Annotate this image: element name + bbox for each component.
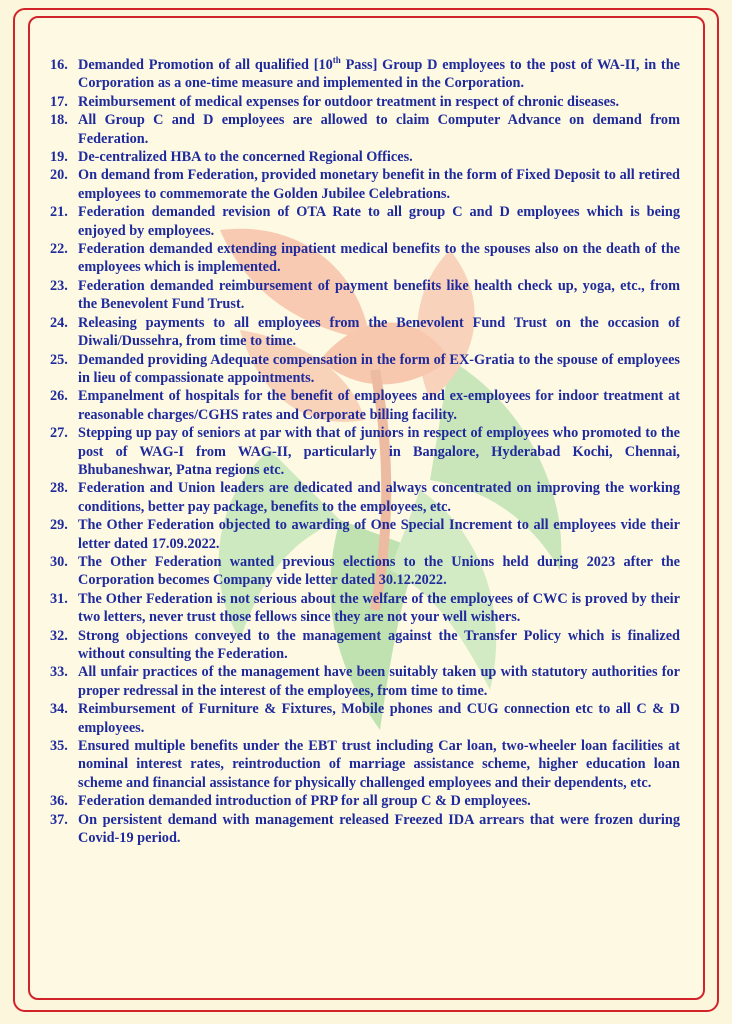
- item-text: On demand from Federation, provided monetary benefit in the form of Fixed Deposit to all retired employees to commemorate the Golden Jubilee Celebrations.: [78, 167, 680, 202]
- list-item: [50, 811, 680, 848]
- item-number: 19.: [50, 149, 68, 166]
- item-number: 35.: [50, 738, 68, 755]
- item-number: 36.: [50, 793, 68, 810]
- item-number: 31.: [50, 590, 68, 607]
- list-item: [50, 277, 680, 314]
- superscript: th: [332, 55, 341, 66]
- item-number: 25.: [50, 351, 68, 368]
- list-item: [50, 56, 680, 93]
- item-number: 16.: [50, 57, 68, 73]
- item-number: 37.: [50, 811, 68, 828]
- item-text: Demanded providing Adequate compensation in the form of EX-Gratia to the spouse of employees in lieu of compassionate appointments.: [78, 351, 680, 386]
- list-item: [50, 663, 680, 700]
- list-item: [50, 387, 680, 424]
- list-item: [50, 737, 680, 792]
- item-text: The Other Federation is not serious about the welfare of the employees of CWC is proved by their two letters, never trust those fellows since they are not your well wishers.: [78, 590, 680, 626]
- list-item: [50, 314, 680, 351]
- item-text-rest: Pass] Group D employees to the post of WA-II, in the Corporation as a one-time measure and implemented in the Corporation.: [78, 57, 680, 92]
- item-number: 32.: [50, 627, 68, 644]
- item-text: All Group C and D employees are allowed to claim Computer Advance on demand from Federation.: [78, 112, 680, 147]
- list-item: [50, 479, 680, 516]
- item-number: 22.: [50, 241, 68, 258]
- list-item: [50, 203, 680, 240]
- item-text: All unfair practices of the management have been suitably taken up with statutory authorities for proper redressal in the interest of the employees, from time to time.: [78, 664, 680, 699]
- list-item: [50, 516, 680, 553]
- item-text: Federation demanded revision of OTA Rate to all group C and D employees which is being enjoyed by employees.: [78, 204, 680, 239]
- list-item: [50, 111, 680, 148]
- achievements-list: [50, 56, 680, 847]
- item-number: 27.: [50, 425, 68, 442]
- item-text: Releasing payments to all employees from the Benevolent Fund Trust on the occasion of Diwali/Dussehra, from time to time.: [78, 314, 680, 350]
- item-number: 34.: [50, 701, 68, 718]
- item-number: 23.: [50, 277, 68, 294]
- item-number: 28.: [50, 480, 68, 497]
- item-text: The Other Federation objected to awarding of One Special Increment to all employees vide their letter dated 17.09.2022.: [78, 517, 680, 552]
- item-text: Empanelment of hospitals for the benefit of employees and ex-employees for indoor treatment at reasonable charges/CGHS rates and Corporate billing facility.: [78, 388, 680, 423]
- item-text: On persistent demand with management released Freezed IDA arrears that were frozen during Covid-19 period.: [78, 811, 680, 847]
- item-number: 29.: [50, 517, 68, 534]
- document-body: [50, 56, 680, 847]
- item-number: 24.: [50, 314, 68, 331]
- item-number: 17.: [50, 93, 68, 110]
- item-number: 30.: [50, 553, 68, 570]
- list-item: [50, 166, 680, 203]
- item-text: The Other Federation wanted previous elections to the Unions held during 2023 after the Corporation becomes Company vide letter dated 30.12.2022.: [78, 553, 680, 589]
- item-text: Strong objections conveyed to the management against the Transfer Policy which is finalized without consulting the Federation.: [78, 627, 680, 662]
- item-number: 33.: [50, 664, 68, 681]
- list-item: [50, 240, 680, 277]
- list-item: [50, 627, 680, 664]
- item-text: De-centralized HBA to the concerned Regional Offices.: [78, 149, 413, 166]
- item-text: Federation demanded extending inpatient medical benefits to the spouses also on the death of the employees which is implemented.: [78, 241, 680, 276]
- list-item: [50, 424, 680, 479]
- item-number: 18.: [50, 112, 68, 129]
- item-text: Federation demanded introduction of PRP for all group C & D employees.: [78, 793, 531, 810]
- list-item: [50, 590, 680, 627]
- list-item: [50, 700, 680, 737]
- item-text: Stepping up pay of seniors at par with that of juniors in respect of employees who promoted to the post of WAG-I from WAG-II, particularly in Bangalore, Hyderabad Kochi, Chennai, Bhubaneshwar, Patna regions etc.: [78, 425, 680, 478]
- item-text-prefix: Demanded Promotion of all qualified [10: [78, 57, 333, 73]
- item-text: Federation and Union leaders are dedicated and always concentrated on improving the working conditions, better pay package, benefits to the employees, etc.: [78, 480, 680, 515]
- item-number: 26.: [50, 388, 68, 405]
- list-item: [50, 792, 680, 810]
- list-item: [50, 553, 680, 590]
- list-item: [50, 148, 680, 166]
- item-text: Reimbursement of Furniture & Fixtures, Mobile phones and CUG connection etc to all C & D employees.: [78, 701, 680, 736]
- item-number: 21.: [50, 204, 68, 221]
- list-item: [50, 93, 680, 111]
- list-item: [50, 351, 680, 388]
- item-text: Ensured multiple benefits under the EBT trust including Car loan, two-wheeler loan facilities at nominal interest rates, reintroduction of marriage assistance scheme, higher education loan scheme and financial assistance for physically challenged employees and their dependents, etc.: [78, 738, 680, 791]
- item-number: 20.: [50, 167, 68, 184]
- item-text: Federation demanded reimbursement of payment benefits like health check up, yoga, etc., from the Benevolent Fund Trust.: [78, 277, 680, 313]
- item-text: [78, 56, 680, 93]
- item-text: Reimbursement of medical expenses for outdoor treatment in respect of chronic diseases.: [78, 93, 620, 110]
